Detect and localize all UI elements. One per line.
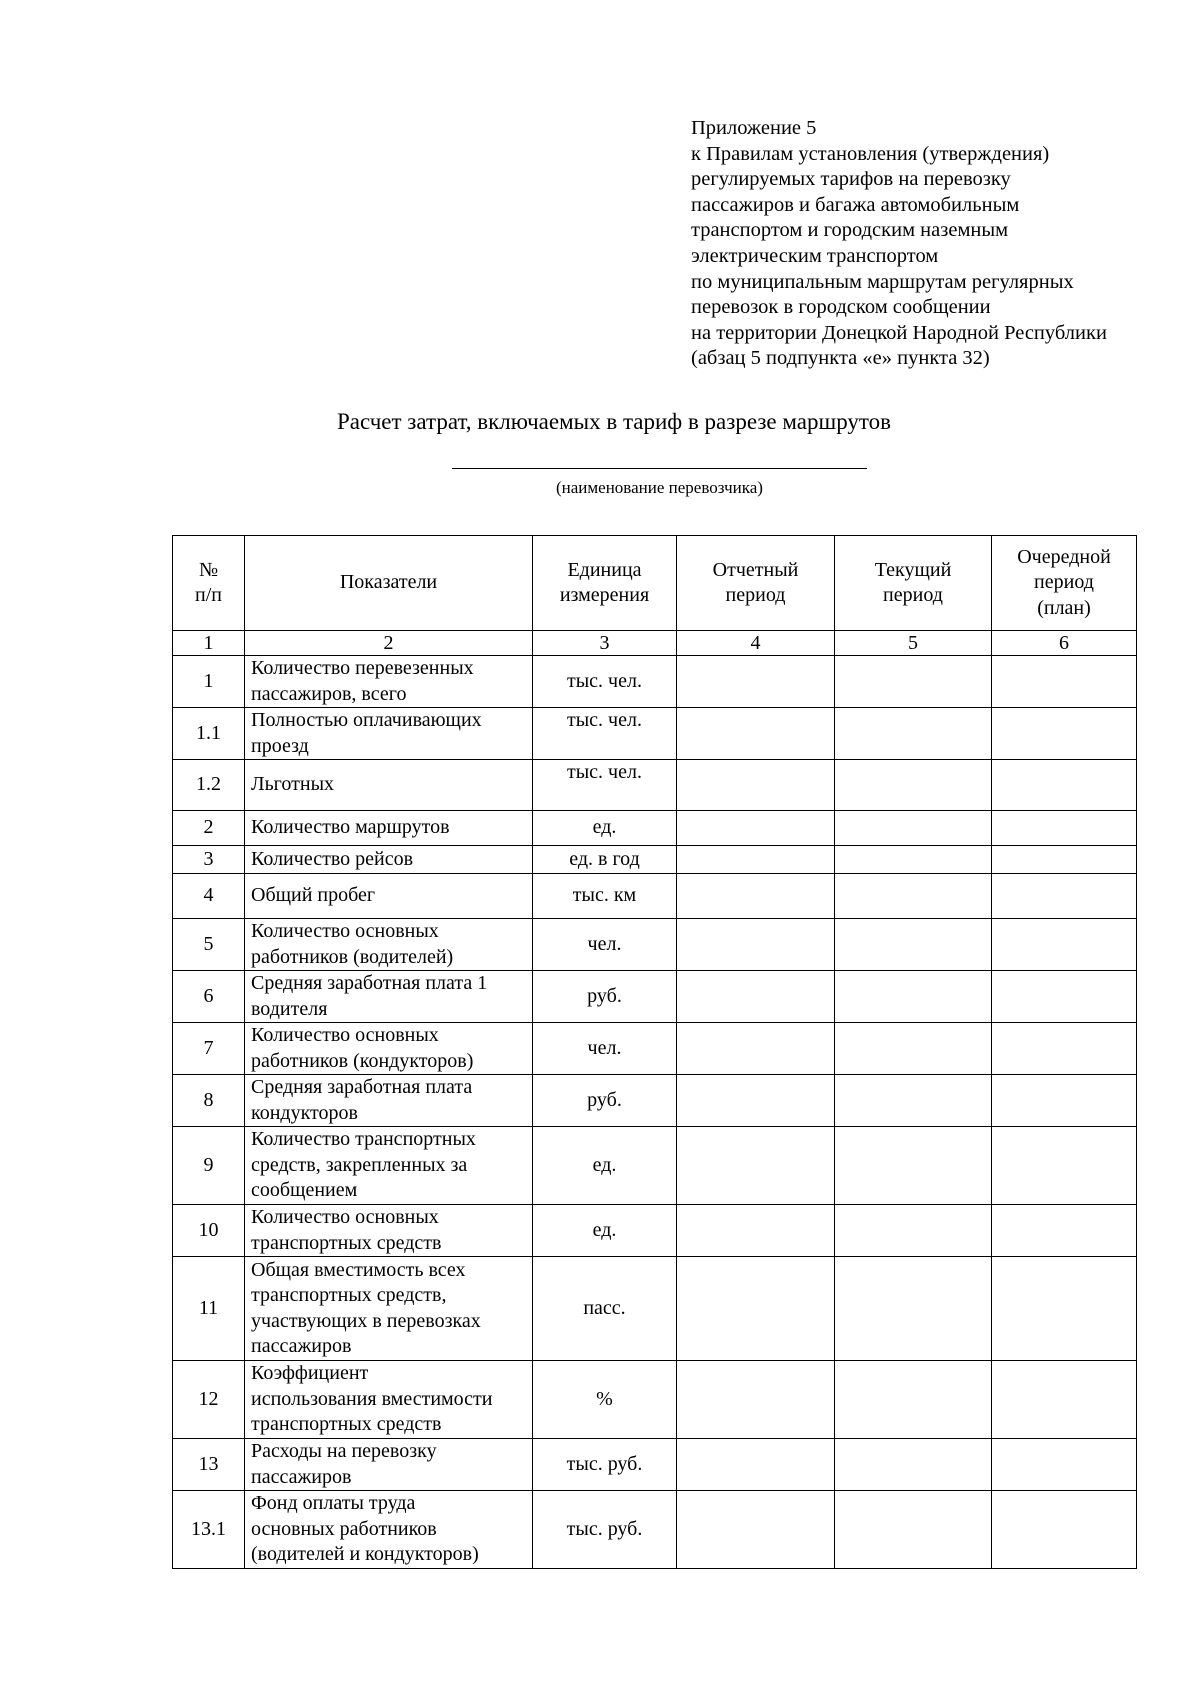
appendix-line: перевозок в городском сообщении (691, 296, 991, 319)
indicator-line: транспортных средств (251, 1413, 442, 1436)
table-row (173, 760, 1137, 811)
appendix-line: Приложение 5 (691, 117, 817, 139)
indicator-line: Полностью оплачивающих (251, 709, 482, 731)
row-indicator (245, 1127, 533, 1205)
next-value-cell[interactable] (992, 760, 1137, 811)
reported-value-cell[interactable] (677, 1439, 835, 1491)
indicator-line: пассажиров, всего (251, 682, 407, 705)
next-value-cell[interactable] (992, 919, 1137, 971)
table-row (173, 971, 1137, 1023)
row-unit: тыс. чел. (533, 656, 677, 708)
next-value-cell[interactable] (992, 1439, 1137, 1491)
reported-value-cell[interactable] (677, 1075, 835, 1127)
header-num (173, 536, 245, 631)
indicator-line: транспортных средств, (251, 1284, 447, 1306)
indicator-line: Общая вместимость всех (251, 1258, 466, 1281)
header-unit (533, 536, 677, 631)
indicator-line: проезд (251, 734, 309, 757)
indicator-line: сообщением (251, 1179, 358, 1202)
row-unit: пасс. (533, 1257, 677, 1361)
appendix-line: электрическим транспортом (691, 244, 939, 267)
table-row (173, 1257, 1137, 1361)
row-unit: ед. в год (533, 846, 677, 874)
column-number: 2 (245, 631, 533, 656)
header-next-line: (план) (1037, 596, 1091, 619)
row-indicator (245, 874, 533, 919)
reported-value-cell[interactable] (677, 874, 835, 919)
column-number: 4 (677, 631, 835, 656)
reported-value-cell[interactable] (677, 1491, 835, 1569)
current-value-cell[interactable] (835, 919, 992, 971)
indicator-line: пассажиров (251, 1335, 352, 1357)
next-value-cell[interactable] (992, 1257, 1137, 1361)
row-indicator (245, 708, 533, 760)
table-row (173, 1127, 1137, 1205)
row-unit: тыс. руб. (533, 1439, 677, 1491)
header-reported-period (677, 536, 835, 631)
column-number: 3 (533, 631, 677, 656)
indicator-line: кондукторов (251, 1101, 358, 1124)
row-number: 12 (173, 1361, 245, 1439)
current-value-cell[interactable] (835, 1127, 992, 1205)
header-reported-line: Отчетный (712, 558, 799, 581)
indicator-line: Средняя заработная плата 1 (251, 972, 488, 994)
reported-value-cell[interactable] (677, 1205, 835, 1257)
row-indicator (245, 656, 533, 708)
row-unit: руб. (533, 971, 677, 1023)
next-value-cell[interactable] (992, 846, 1137, 874)
appendix-line: пассажиров и багажа автомобильным (691, 193, 1020, 216)
row-number: 6 (173, 971, 245, 1023)
current-value-cell[interactable] (835, 971, 992, 1023)
reported-value-cell[interactable] (677, 919, 835, 971)
next-value-cell[interactable] (992, 1075, 1137, 1127)
row-number: 1 (173, 656, 245, 708)
header-num-line: № (198, 558, 219, 581)
indicator-line: Количество перевезенных (251, 657, 474, 679)
appendix-line: к Правилам установления (утверждения) (691, 142, 1050, 165)
table-row (173, 919, 1137, 971)
indicator-line: Фонд оплаты труда (251, 1492, 416, 1515)
row-number: 8 (173, 1075, 245, 1127)
cost-calculation-table (172, 535, 1137, 1569)
indicator-line: Расходы на перевозку (251, 1440, 437, 1462)
indicator-line: Льготных (251, 773, 335, 796)
indicator-line: Количество основных (251, 920, 439, 942)
table-row (173, 1439, 1137, 1491)
next-value-cell[interactable] (992, 874, 1137, 919)
next-value-cell[interactable] (992, 1205, 1137, 1257)
row-indicator (245, 1257, 533, 1361)
current-value-cell[interactable] (835, 708, 992, 760)
reported-value-cell[interactable] (677, 811, 835, 846)
reported-value-cell[interactable] (677, 846, 835, 874)
table-row (173, 811, 1137, 846)
table-row (173, 1075, 1137, 1127)
current-value-cell[interactable] (835, 656, 992, 708)
next-value-cell[interactable] (992, 1361, 1137, 1439)
indicator-line: Общий пробег (251, 884, 376, 907)
row-unit: руб. (533, 1075, 677, 1127)
header-unit-line: измерения (559, 584, 650, 606)
row-unit: % (533, 1361, 677, 1439)
row-number: 2 (173, 811, 245, 846)
row-indicator (245, 1205, 533, 1257)
row-indicator (245, 1023, 533, 1075)
current-value-cell[interactable] (835, 811, 992, 846)
current-value-cell[interactable] (835, 846, 992, 874)
header-row (173, 536, 1137, 631)
header-current-line: Текущий (874, 558, 952, 581)
current-value-cell[interactable] (835, 1205, 992, 1257)
indicator-line: основных работников (251, 1517, 437, 1540)
header-current-line: период (883, 584, 943, 606)
row-unit: тыс. км (533, 874, 677, 919)
row-indicator (245, 919, 533, 971)
row-unit: ед. (533, 811, 677, 846)
row-unit: ед. (533, 1205, 677, 1257)
row-indicator (245, 1361, 533, 1439)
current-value-cell[interactable] (835, 1439, 992, 1491)
indicator-line: участвующих в перевозках (251, 1309, 481, 1332)
indicator-line: пассажиров (251, 1465, 352, 1488)
header-reported-line: период (725, 584, 786, 606)
header-next-period (992, 536, 1137, 631)
next-value-cell[interactable] (992, 971, 1137, 1023)
current-value-cell[interactable] (835, 1361, 992, 1439)
indicator-line: Количество основных (251, 1206, 439, 1228)
row-number: 5 (173, 919, 245, 971)
appendix-line: по муниципальным маршрутам регулярных (691, 270, 1074, 293)
indicator-line: Количество основных (251, 1024, 439, 1046)
appendix-line: на территории Донецкой Народной Республики (691, 321, 1107, 344)
row-indicator (245, 1075, 533, 1127)
row-number: 9 (173, 1127, 245, 1205)
row-indicator (245, 846, 533, 874)
row-number: 4 (173, 874, 245, 919)
row-number: 11 (173, 1257, 245, 1361)
reported-value-cell[interactable] (677, 1361, 835, 1439)
carrier-name-caption: (наименование перевозчика) (556, 478, 763, 497)
row-number: 13.1 (173, 1491, 245, 1569)
appendix-line: (абзац 5 подпункта «е» пункта 32) (691, 347, 990, 370)
reported-value-cell[interactable] (677, 656, 835, 708)
reported-value-cell[interactable] (677, 708, 835, 760)
row-unit: чел. (533, 1023, 677, 1075)
row-number: 13 (173, 1439, 245, 1491)
indicator-line: Количество транспортных (251, 1128, 476, 1151)
table-row (173, 1023, 1137, 1075)
row-number: 1.2 (173, 760, 245, 811)
indicator-line: (водителей и кондукторов) (251, 1543, 479, 1566)
row-unit: тыс. чел. (533, 760, 677, 811)
row-indicator (245, 971, 533, 1023)
current-value-cell[interactable] (835, 874, 992, 919)
appendix-reference (691, 116, 1171, 372)
header-next-line: период (1034, 571, 1094, 594)
current-value-cell[interactable] (835, 760, 992, 811)
current-value-cell[interactable] (835, 1023, 992, 1075)
row-unit: тыс. чел. (533, 708, 677, 760)
indicator-line: Количество рейсов (251, 847, 414, 870)
current-value-cell[interactable] (835, 1491, 992, 1569)
next-value-cell[interactable] (992, 811, 1137, 846)
row-number: 3 (173, 846, 245, 874)
table-row (173, 1491, 1137, 1569)
next-value-cell[interactable] (992, 708, 1137, 760)
table-row (173, 1361, 1137, 1439)
reported-value-cell[interactable] (677, 1127, 835, 1205)
row-indicator (245, 1439, 533, 1491)
indicator-line: водителя (251, 997, 328, 1020)
row-number: 10 (173, 1205, 245, 1257)
indicator-line: работников (кондукторов) (251, 1049, 474, 1072)
row-unit: тыс. руб. (533, 1491, 677, 1569)
indicator-line: работников (водителей) (251, 945, 454, 968)
header-unit-line: Единица (567, 558, 642, 581)
header-next-line: Очередной (1017, 545, 1111, 568)
reported-value-cell[interactable] (677, 971, 835, 1023)
indicator-line: использования вместимости (251, 1387, 493, 1410)
reported-value-cell[interactable] (677, 760, 835, 811)
current-value-cell[interactable] (835, 1075, 992, 1127)
reported-value-cell[interactable] (677, 1023, 835, 1075)
header-num-line: п/п (195, 584, 222, 606)
row-indicator (245, 811, 533, 846)
table-row (173, 874, 1137, 919)
row-indicator (245, 1491, 533, 1569)
header-indicator: Показатели (245, 536, 533, 631)
next-value-cell[interactable] (992, 1127, 1137, 1205)
current-value-cell[interactable] (835, 1257, 992, 1361)
row-number: 7 (173, 1023, 245, 1075)
table-row (173, 846, 1137, 874)
reported-value-cell[interactable] (677, 1257, 835, 1361)
row-number: 1.1 (173, 708, 245, 760)
indicator-line: Коэффициент (251, 1362, 369, 1385)
next-value-cell[interactable] (992, 1023, 1137, 1075)
carrier-name-blank (452, 468, 867, 469)
column-number: 6 (992, 631, 1137, 656)
row-unit: ед. (533, 1127, 677, 1205)
next-value-cell[interactable] (992, 656, 1137, 708)
row-unit: чел. (533, 919, 677, 971)
column-numbers-row (173, 631, 1137, 656)
appendix-line: транспортом и городским наземным (691, 219, 1009, 242)
table-row (173, 1205, 1137, 1257)
indicator-line: Количество маршрутов (251, 816, 450, 839)
document-title: Расчет затрат, включаемых в тариф в разрезе маршрутов (336, 409, 892, 434)
indicator-line: средств, закрепленных за (251, 1153, 468, 1176)
indicator-line: Средняя заработная плата (251, 1076, 473, 1098)
next-value-cell[interactable] (992, 1491, 1137, 1569)
indicator-line: транспортных средств (251, 1231, 442, 1254)
header-current-period (835, 536, 992, 631)
appendix-line: регулируемых тарифов на перевозку (691, 168, 1011, 191)
column-number: 1 (173, 631, 245, 656)
table-row (173, 656, 1137, 708)
row-indicator (245, 760, 533, 811)
table-row (173, 708, 1137, 760)
column-number: 5 (835, 631, 992, 656)
